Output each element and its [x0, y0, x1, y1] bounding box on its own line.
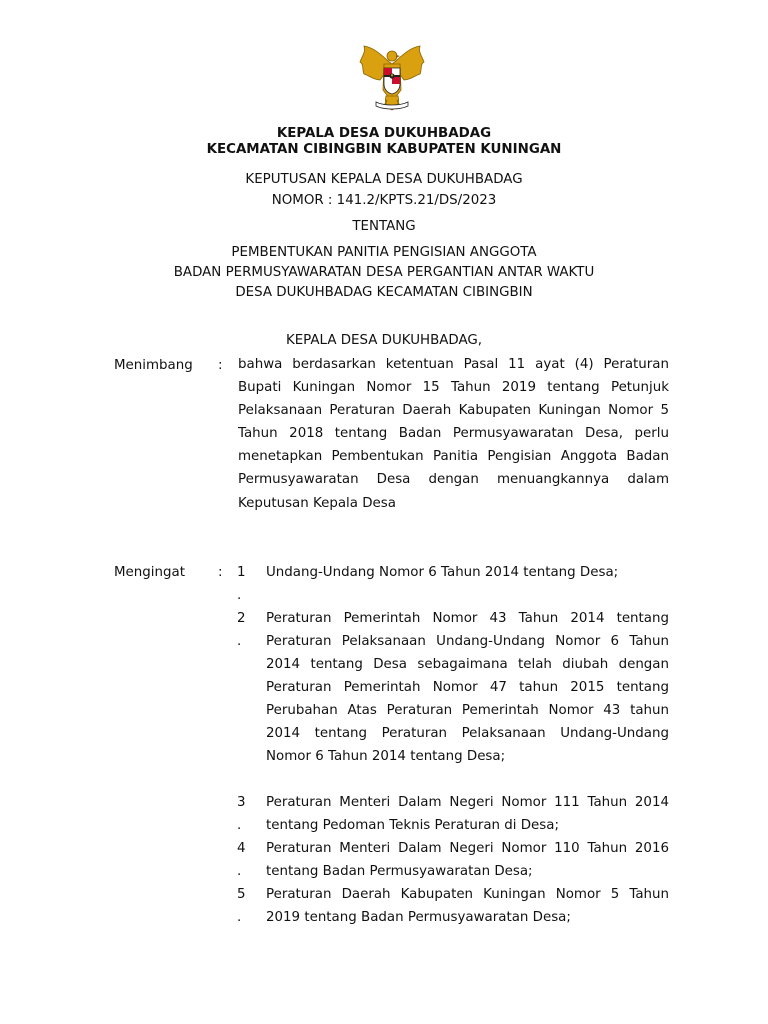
mengingat-item-3-text: Peraturan Menteri Dalam Negeri Nomor 111 Tahun 2014 tentang Pedoman Teknis Peraturan di Desa; [266, 795, 669, 833]
mengingat-item-2-text: Peraturan Pemerintah Nomor 43 Tahun 2014 tentang Peraturan Pelaksanaan Undang-Undang Nomor 6 Tahun 2014 tentang Desa sebagaimana telah diubah dengan Peraturan Pemerintah Nomor 47 tahun 2015 tentang Perubahan Atas Peraturan Pemerintah Nomor 43 tahun 2014 tentang Peraturan Pelaksanaan Undang-Undang Nomor 6 Tahun 2014 tentang Desa; [266, 611, 669, 764]
decree-subject-line-1: PEMBENTUKAN PANITIA PENGISIAN ANGGOTA [231, 245, 537, 260]
mengingat-item-4-number: 4 . [237, 841, 246, 879]
menimbang-label: Menimbang [114, 358, 193, 373]
decree-subject-line-3: DESA DUKUHBADAG KECAMATAN CIBINGBIN [235, 285, 533, 300]
mengingat-item-1-text: Undang-Undang Nomor 6 Tahun 2014 tentang Desa; [266, 565, 619, 580]
mengingat-item-4-text: Peraturan Menteri Dalam Negeri Nomor 110 Tahun 2016 tentang Badan Permusyawaratan Desa; [266, 841, 669, 879]
decree-issuer: KEPALA DESA DUKUHBADAG, [285, 333, 483, 348]
garuda-emblem-icon [354, 44, 430, 114]
mengingat-label: Mengingat [114, 565, 185, 580]
decree-subject-line-2: BADAN PERMUSYAWARATAN DESA PERGANTIAN ANTAR WAKTU [173, 265, 595, 280]
mengingat-item-2-number: 2 . [237, 611, 246, 649]
header-line-2: KECAMATAN CIBINGBIN KABUPATEN KUNINGAN [206, 142, 562, 157]
menimbang-text: bahwa berdasarkan ketentuan Pasal 11 ayat (4) Peraturan Bupati Kuningan Nomor 15 Tahun 2019 tentang Petunjuk Pelaksanaan Peraturan Daerah Kabupaten Kuningan Nomor 5 Tahun 2018 tentang Badan Permusyawaratan Desa, perlu menetapkan Pembentukan Panitia Pengisian Anggota Badan Permusyawaratan Desa dengan menuangkannya dalam Keputusan Kepala Desa [238, 357, 669, 511]
menimbang-colon: : [218, 358, 223, 373]
mengingat-item-1-number: 1 . [237, 565, 246, 603]
mengingat-item-5-number: 5 . [237, 887, 246, 925]
decree-number: NOMOR : 141.2/KPTS.21/DS/2023 [271, 193, 497, 208]
header-line-1: KEPALA DESA DUKUHBADAG [276, 126, 492, 141]
mengingat-item-5-text: Peraturan Daerah Kabupaten Kuningan Nomor 5 Tahun 2019 tentang Badan Permusyawaratan Desa; [266, 887, 669, 925]
mengingat-item-3-number: 3 . [237, 795, 246, 833]
decree-about: TENTANG [352, 219, 416, 234]
decree-title: KEPUTUSAN KEPALA DESA DUKUHBADAG [245, 172, 523, 187]
mengingat-colon: : [218, 565, 223, 580]
